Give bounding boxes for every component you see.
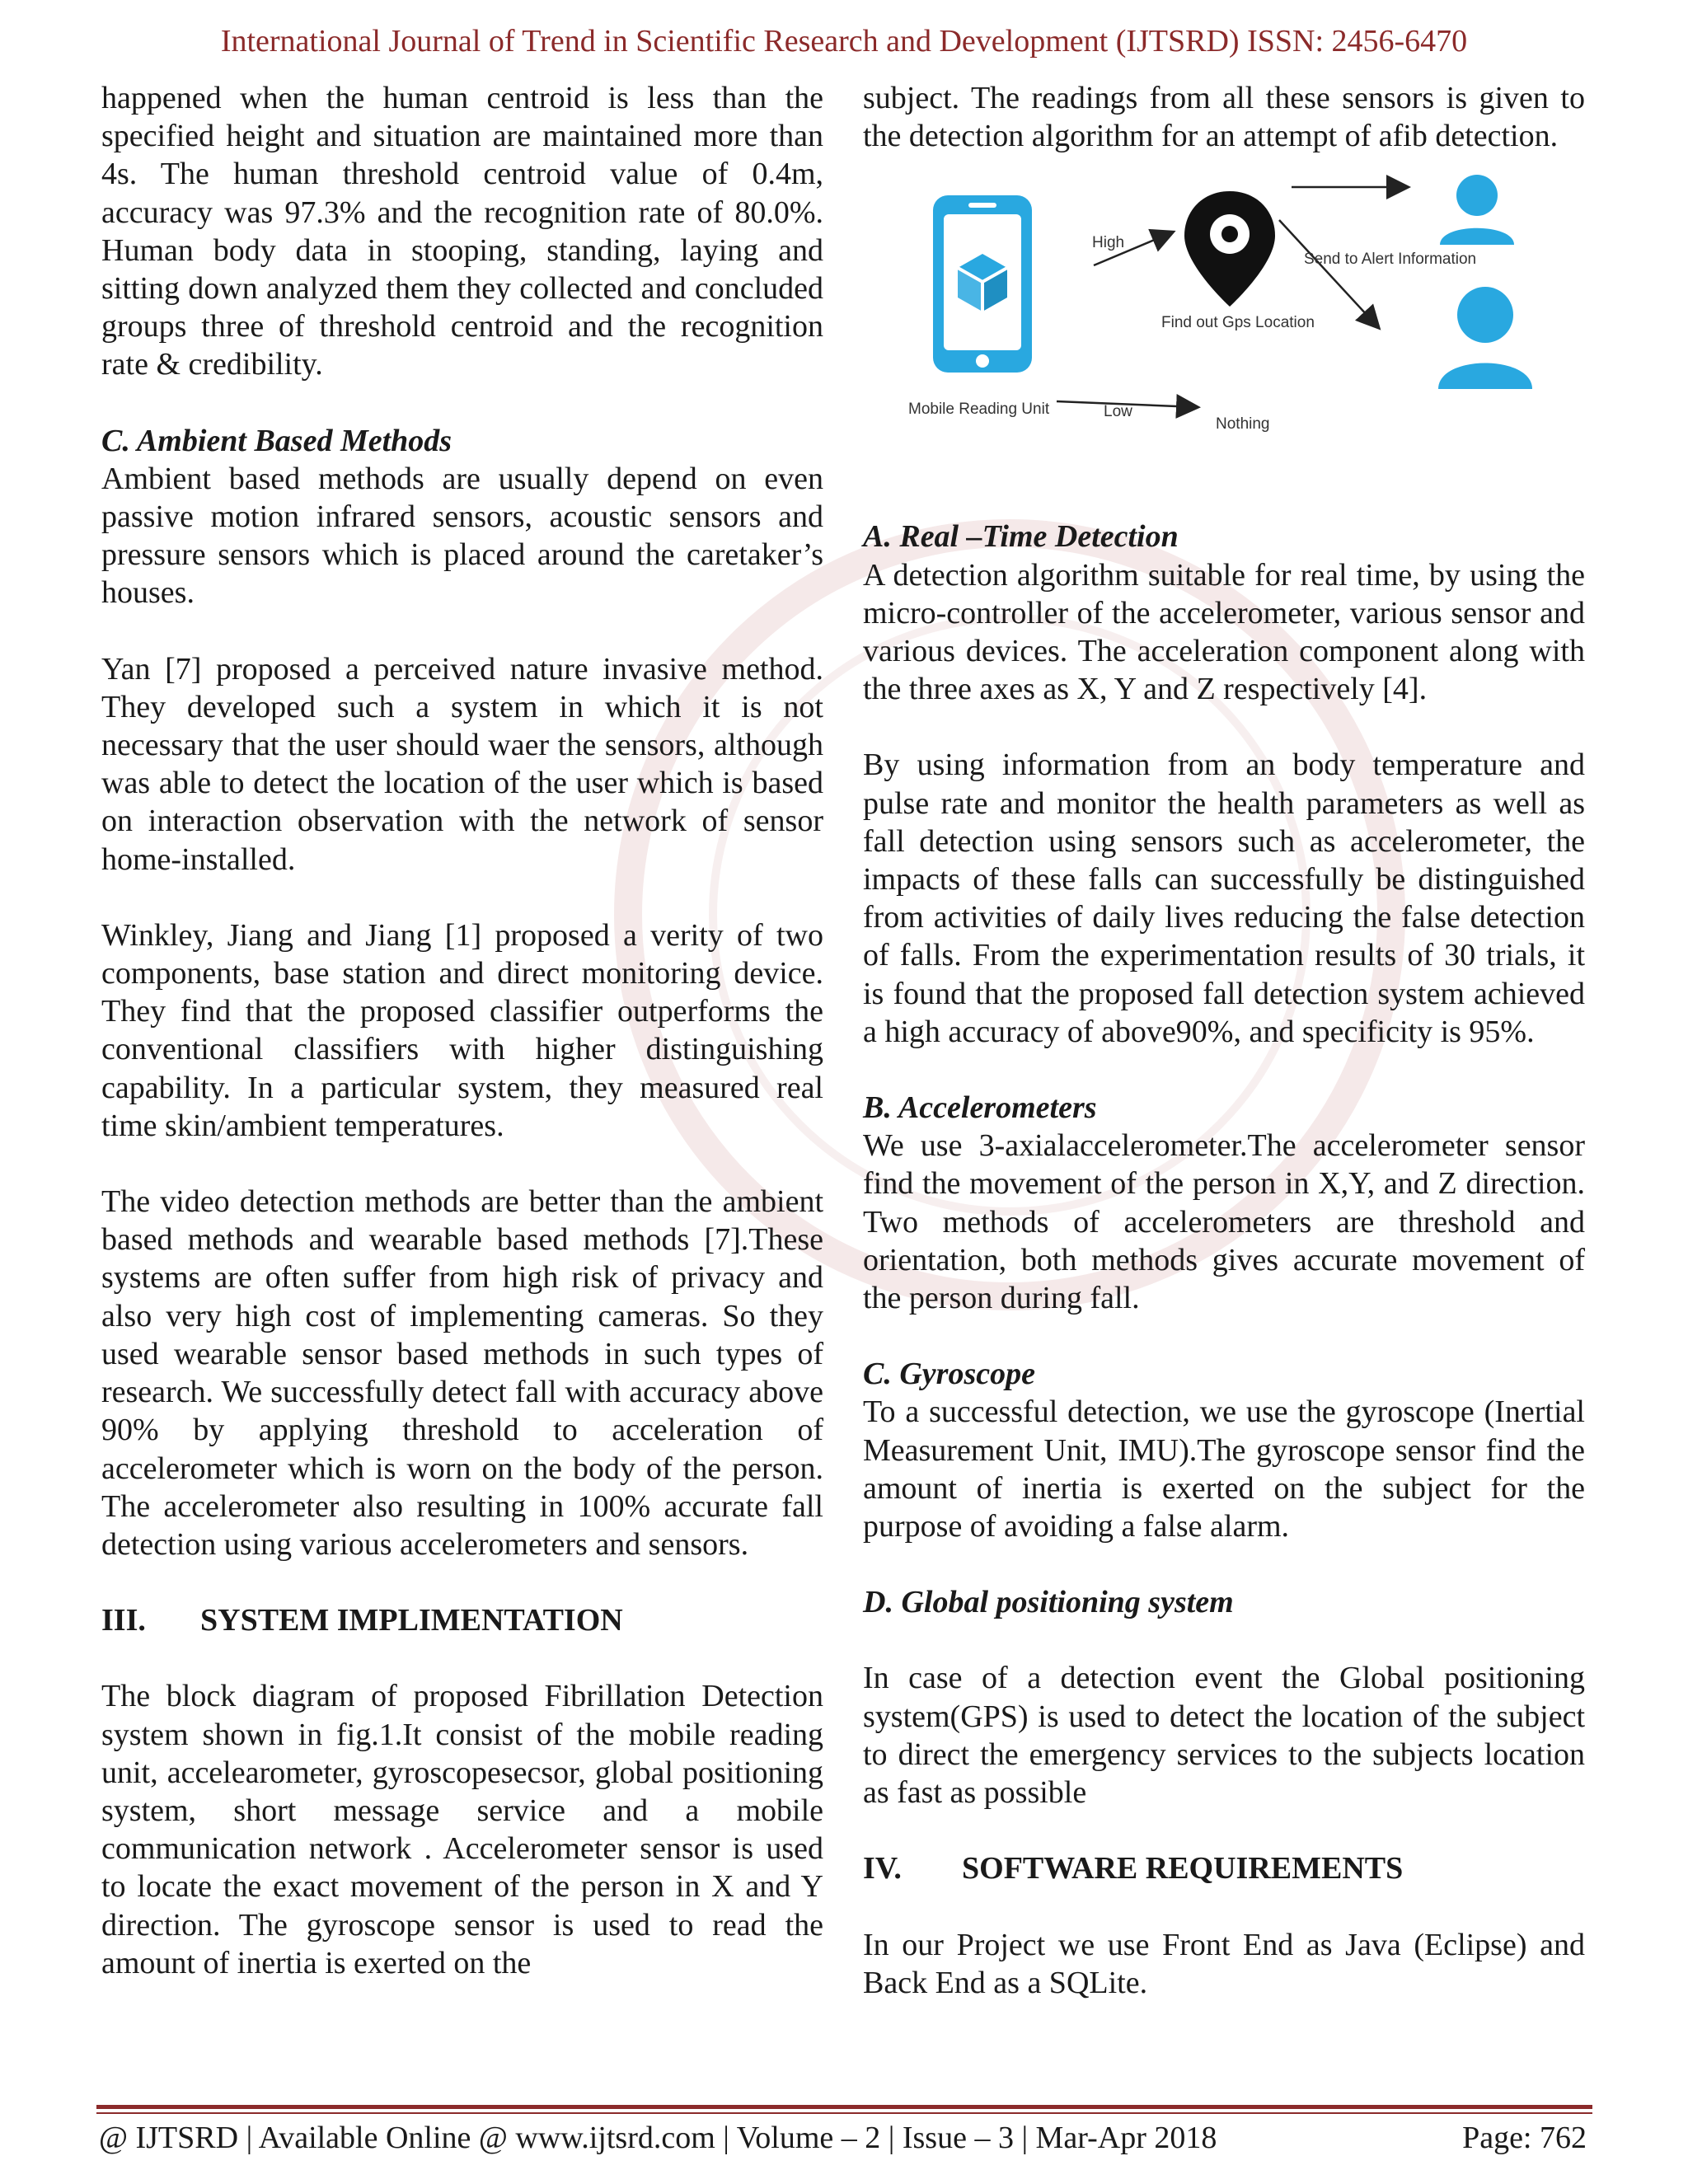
paragraph: In case of a detection event the Global positioning system(GPS) is used to detect the location of the subject to direct the emergency services to the subjects location as fast as possible <box>863 1661 1585 1811</box>
label-gps: Find out Gps Location <box>1161 314 1315 332</box>
arrow-alert-secondary <box>1279 220 1378 327</box>
person-icon <box>1440 175 1514 245</box>
paragraph: The block diagram of proposed Fibrillation Detection system shown in fig.1.It consist of the mobile reading unit, accelearometer, gyroscopesecsor, global positioning system, short message service and a mobile communication network . Accelerometer sensor is used to locate the exact movement of the person in X and Y direction. The gyroscope sensor is used to read the amount of inertia is exerted on the <box>101 1679 823 1980</box>
location-pin-icon <box>1184 191 1275 307</box>
left-column <box>101 79 823 1982</box>
subsection-heading: C. Gyroscope <box>863 1357 1035 1392</box>
subsection-heading: D. Global positioning system <box>863 1585 1234 1620</box>
right-column <box>863 79 1585 2002</box>
footer-rule <box>96 2105 1592 2109</box>
paragraph: By using information from an body temperature and pulse rate and monitor the health parameters as well as fall detection using sensors such as accelerometer, the impacts of these falls can successfully be distinguished from activities of daily lives reducing the false detection of falls. From the experimentation results of 30 trials, it is found that the proposed fall detection system achieved a high accuracy of above90%, and specificity is 95%. <box>863 748 1585 1049</box>
label-high: High <box>1092 234 1125 252</box>
paragraph: The video detection methods are better than the ambient based methods and wearable based methods [7].These systems are often suffer from high risk of privacy and also very high cost of implementing cameras. So they used wearable sensor based methods in such types of research. We successfully detect fall with accuracy above 90% by applying threshold to acceleration of accelerometer which is worn on the body of the person. The accelerometer also resulting in 100% accurate fall detection using various accelerometers and sensors. <box>101 1184 823 1562</box>
section-title: SOFTWARE REQUIREMENTS <box>962 1851 1404 1886</box>
section-heading <box>863 1849 1585 1887</box>
paragraph: In our Project we use Front End as Java (Eclipse) and Back End as a SQLite. <box>863 1927 1585 2000</box>
mobile-phone-icon <box>933 195 1032 373</box>
paragraph: Winkley, Jiang and Jiang [1] proposed a verity of two components, base station and direct monitoring device. They find that the proposed classifier outperforms the conventional classifiers with higher distinguishing capability. In a particular system, they measured real time skin/ambient temperatures. <box>101 917 823 1143</box>
paragraph: We use 3-axialaccelerometer.The accelerometer sensor find the movement of the person in X,Y, and Z direction. Two methods of accelerometers are threshold and orientation, both methods gives accurate movement of the person during fall. <box>863 1128 1585 1316</box>
page-number: Page: 762 <box>1462 2121 1587 2155</box>
section-number: III. <box>101 1603 146 1638</box>
section-heading <box>101 1601 823 1639</box>
section-number: IV. <box>863 1851 902 1886</box>
footer-citation: @ IJTSRD | Available Online @ www.ijtsrd.com | Volume – 2 | Issue – 3 | Mar-Apr 2018 <box>99 2121 1217 2155</box>
subsection-heading: C. Ambient Based Methods <box>101 423 452 458</box>
journal-header: International Journal of Trend in Scientific Research and Development (IJTSRD) ISSN: 2456-6470 <box>220 24 1468 59</box>
paragraph: Yan [7] proposed a perceived nature invasive method. They developed such a system in which it is not necessary that the user should waer the sensors, although was able to detect the location of the user which is based on interaction observation with the network of sensor home-installed. <box>101 651 823 877</box>
paragraph: Ambient based methods are usually depend on even passive motion infrared sensors, acoustic sensors and pressure sensors which is placed around the caretaker’s houses. <box>101 461 823 611</box>
paragraph: happened when the human centroid is less than the specified height and situation are maintained more than 4s. The human threshold centroid value of 0.4m, accuracy was 97.3% and the recognition rate of 80.0%. Human body data in stooping, standing, laying and sitting down analyzed them they collected and concluded groups three of threshold centroid and the recognition rate & credibility. <box>101 81 823 382</box>
label-alert: Send to Alert Information <box>1304 251 1477 269</box>
paragraph: A detection algorithm suitable for real time, by using the micro-controller of the accelerometer, various sensor and various devices. The acceleration component along with the three axes as X, Y and Z respectively [4]. <box>863 557 1585 707</box>
person-icon <box>1438 287 1532 389</box>
section-title: SYSTEM IMPLIMENTATION <box>200 1603 623 1638</box>
paragraph: subject. The readings from all these sensors is given to the detection algorithm for an attempt of afib detection. <box>863 81 1585 154</box>
system-block-diagram <box>863 166 1585 496</box>
subsection-heading: A. Real –Time Detection <box>863 519 1179 555</box>
label-mobile: Mobile Reading Unit <box>908 401 1050 419</box>
paragraph: To a successful detection, we use the gyroscope (Inertial Measurement Unit, IMU).The gyroscope sensor find the amount of inertia is exerted on the subject for the purpose of avoiding a false alarm. <box>863 1394 1585 1544</box>
footer-rule-thin <box>96 2112 1592 2114</box>
label-low: Low <box>1104 403 1132 421</box>
label-nothing: Nothing <box>1216 415 1270 434</box>
subsection-heading: B. Accelerometers <box>863 1090 1097 1126</box>
